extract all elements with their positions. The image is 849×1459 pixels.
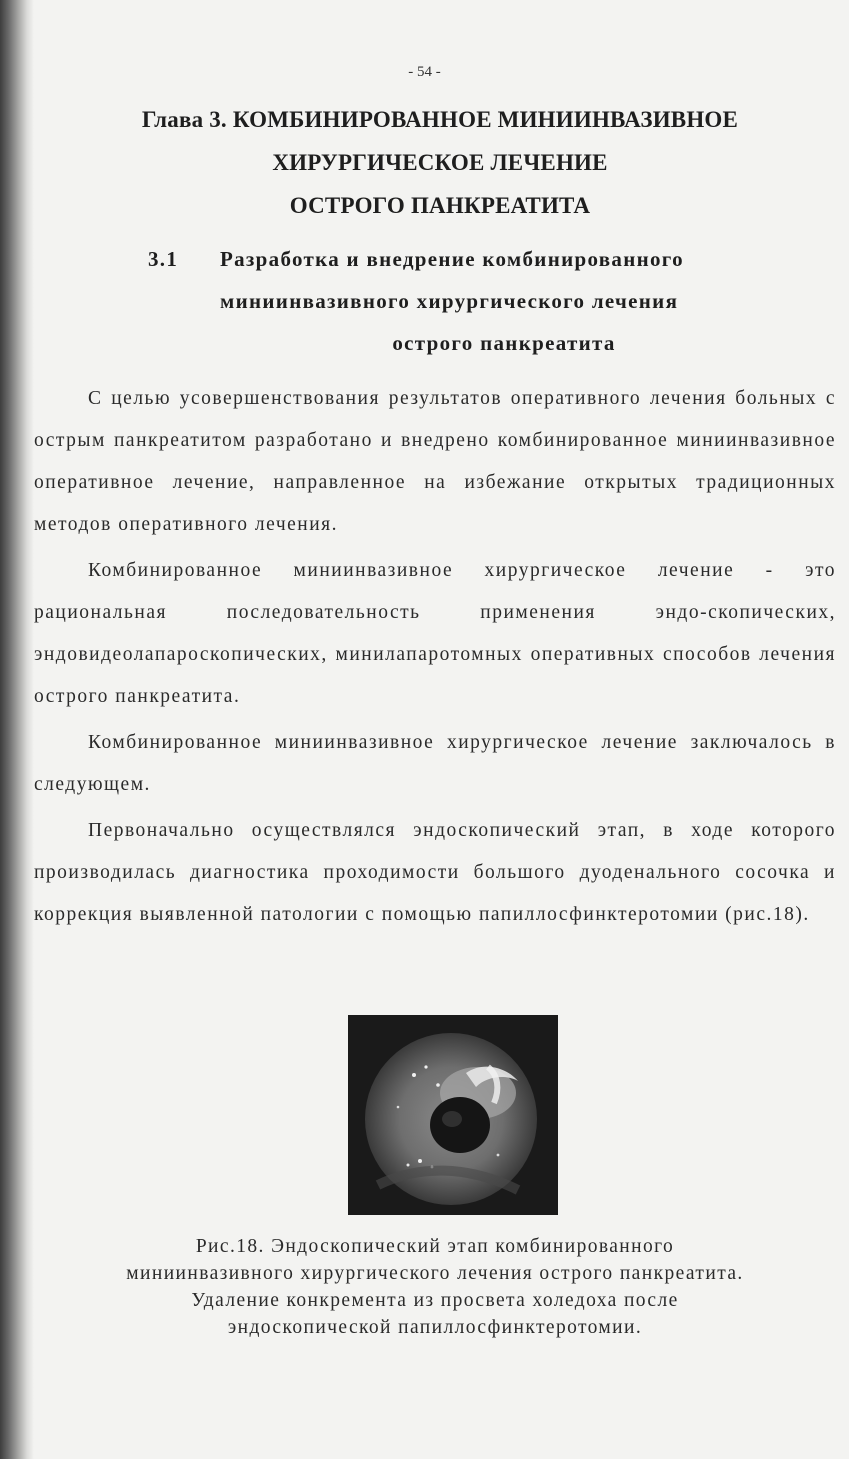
figure-caption: [34, 1233, 836, 1341]
caption-line: Удаление конкремента из просвета холедоха после: [191, 1290, 679, 1311]
paragraph: Комбинированное миниинвазивное хирургическое лечение заключалось в следующем.: [34, 732, 836, 795]
section-number: 3.1: [148, 247, 179, 271]
body-text: [34, 378, 836, 940]
chapter-title-line: Глава 3. КОМБИНИРОВАННОЕ МИНИИНВАЗИВНОЕ: [141, 107, 739, 132]
book-spine-shadow: [0, 0, 34, 1459]
paragraph: С целью усовершенствования результатов оперативного лечения больных с острым панкреатитом разработано и внедрено комбинированное миниинвазивное оперативное лечение, направленное на избежание открытых традиционных методов оперативного лечения.: [34, 388, 836, 535]
section-heading-first-row: [148, 238, 788, 280]
chapter-title: [120, 98, 760, 227]
section-heading: [148, 238, 788, 364]
section-title-line: Разработка и внедрение комбинированного: [220, 247, 684, 271]
paragraph: Первоначально осуществлялся эндоскопический этап, в ходе которого производилась диагностика проходимости большого дуоденального сосочка и коррекция выявленной патологии с помощью папиллосфинктеротомии (рис.18).: [34, 820, 836, 925]
caption-line: миниинвазивного хирургического лечения острого панкреатита.: [126, 1263, 744, 1284]
stone-concrement: [430, 1097, 490, 1153]
paragraph: Комбинированное миниинвазивное хирургическое лечение - это рациональная последовательность применения эндо-скопических, эндовидеолапароскопических, минилапаротомных оперативных способов лечения острого панкреатита.: [34, 560, 836, 707]
section-title-line: острого панкреатита: [392, 331, 616, 355]
section-title-line: миниинвазивного хирургического лечения: [220, 289, 679, 313]
endoscopy-image: [348, 1015, 558, 1215]
page-number: - 54 -: [408, 64, 441, 80]
caption-line: эндоскопической папиллосфинктеротомии.: [227, 1317, 643, 1338]
caption-line: Рис.18. Эндоскопический этап комбинированного: [195, 1236, 675, 1257]
chapter-title-line: ОСТРОГО ПАНКРЕАТИТА: [289, 193, 591, 218]
endoscopic-figure: [348, 1015, 558, 1215]
chapter-title-line: ХИРУРГИЧЕСКОЕ ЛЕЧЕНИЕ: [272, 150, 608, 175]
